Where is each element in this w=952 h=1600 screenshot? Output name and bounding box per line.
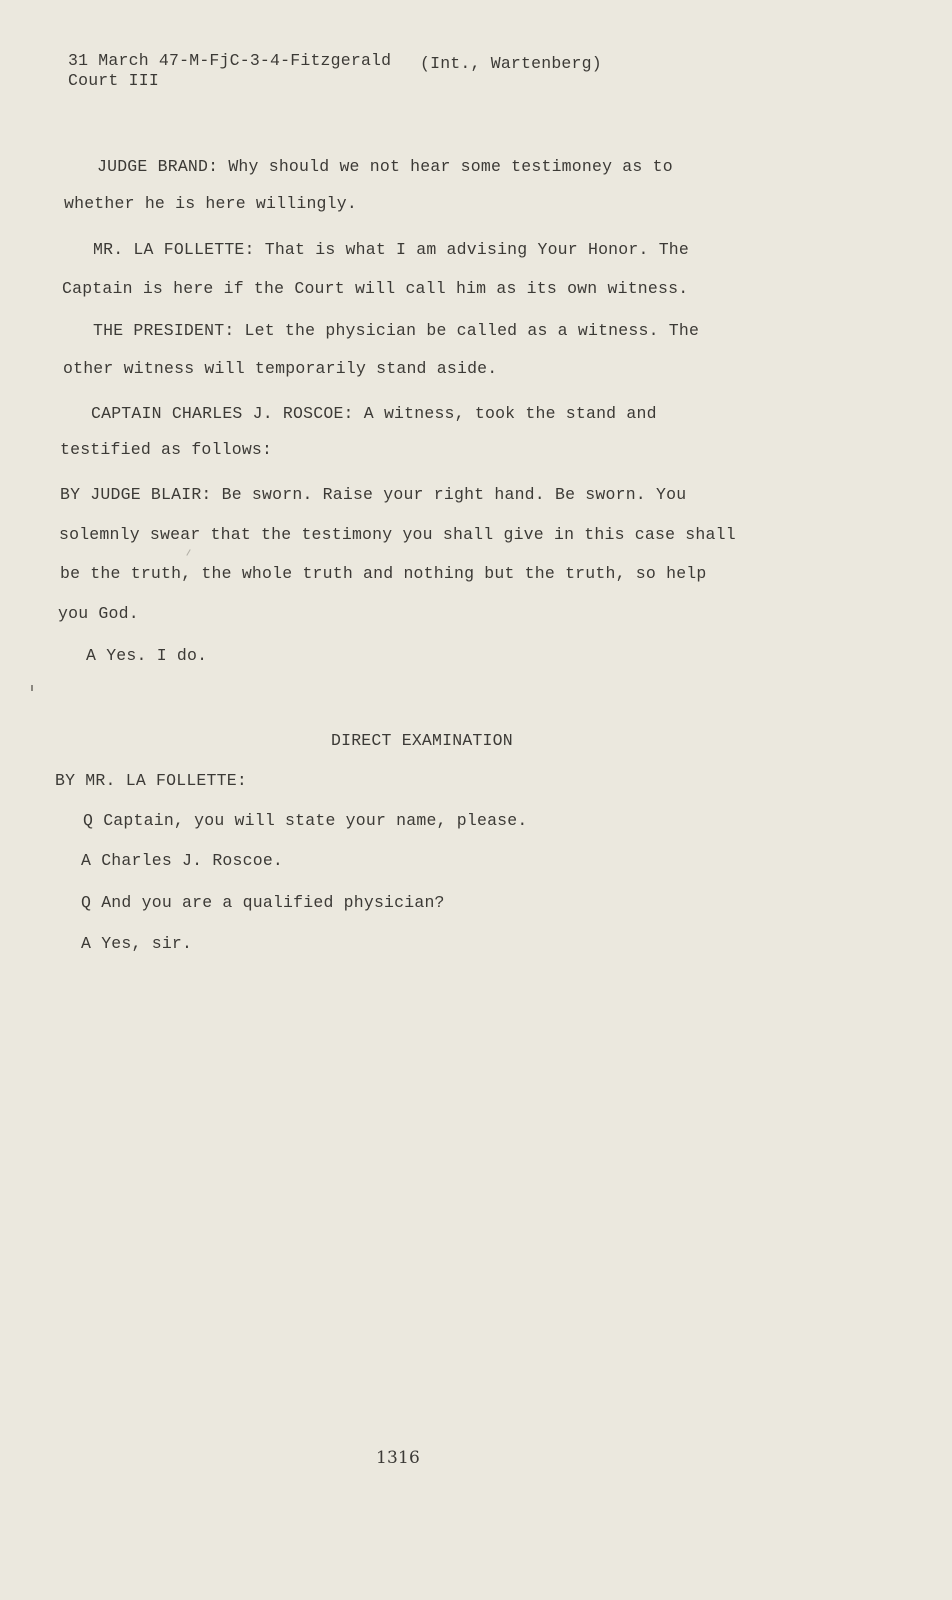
paper-speck [31,685,33,691]
section-heading: DIRECT EXAMINATION [331,731,513,750]
paragraph-oath-line-4: you God. [58,604,139,623]
answer-yes-sir: A Yes, sir. [81,934,193,953]
paragraph-president-line-2: other witness will temporarily stand aside. [63,359,498,378]
header-date-case: 31 March 47-M-FjC-3-4-Fitzgerald [68,51,392,70]
paragraph-roscoe-line-1: CAPTAIN CHARLES J. ROSCOE: A witness, took the stand and [91,404,657,423]
header-court: Court III [68,71,159,90]
answer-name: A Charles J. Roscoe. [81,851,284,870]
paragraph-judge-brand-line-1: JUDGE BRAND: Why should we not hear some testimoney as to [97,157,673,176]
examiner-line: BY MR. LA FOLLETTE: [55,771,247,790]
paragraph-judge-brand-line-2: whether he is here willingly. [64,194,357,213]
paragraph-oath-line-2: solemnly swear that the testimony you shall give in this case shall [59,525,736,544]
question-name: Q Captain, you will state your name, please. [83,811,528,830]
paragraph-president-line-1: THE PRESIDENT: Let the physician be called as a witness. The [93,321,700,340]
paragraph-oath-line-3: be the truth, the whole truth and nothing but the truth, so help [60,564,707,583]
answer-yes-i-do: A Yes. I do. [86,646,208,665]
page-number: 1316 [376,1448,421,1468]
header-interpreter: (Int., Wartenberg) [420,54,602,73]
paragraph-roscoe-line-2: testified as follows: [60,440,273,459]
paper-speck [186,549,190,556]
paragraph-la-follette-line-2: Captain is here if the Court will call him as its own witness. [62,279,689,298]
question-physician: Q And you are a qualified physician? [81,893,445,912]
paragraph-la-follette-line-1: MR. LA FOLLETTE: That is what I am advising Your Honor. The [93,240,689,259]
paragraph-oath-line-1: BY JUDGE BLAIR: Be sworn. Raise your right hand. Be sworn. You [60,485,687,504]
